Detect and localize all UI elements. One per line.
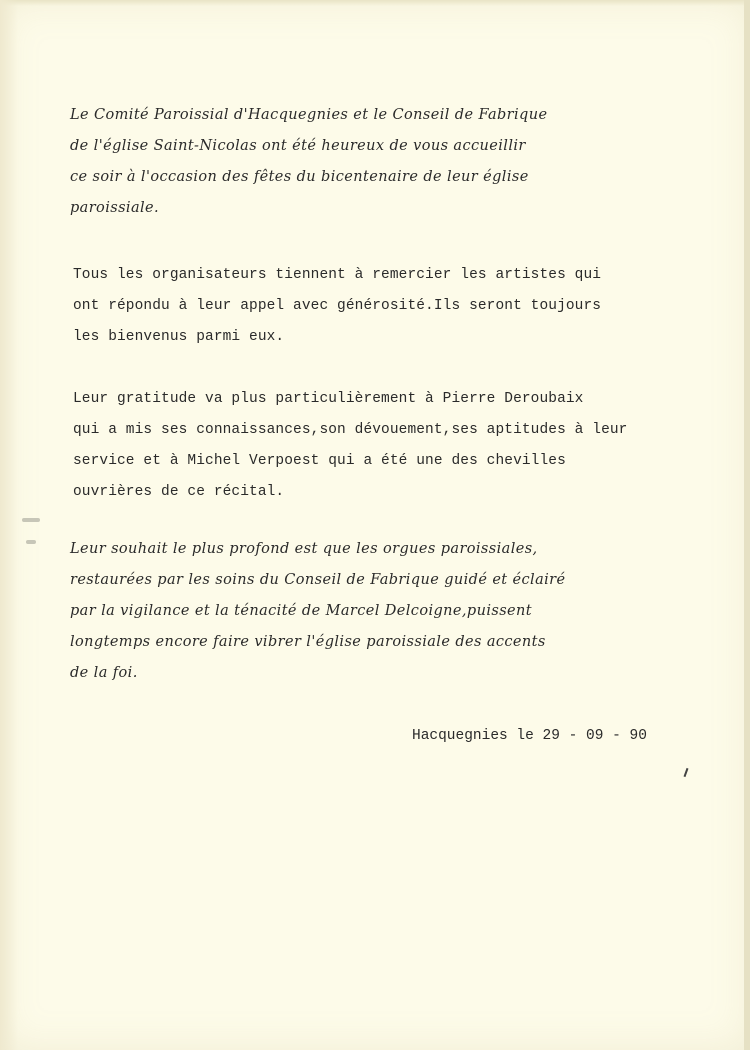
- paragraph-welcome: Le Comité Paroissial d'Hacquegnies et le Conseil de Fabrique de l'église Saint-Nicolas ont été heureux de vous accueillir ce soir à l'occasion des fêtes du bicentenaire de leur église paroissiale.: [70, 107, 548, 216]
- paper-right-edge: [744, 0, 750, 1050]
- place-date-signoff: Hacquegnies le 29 - 09 - 90: [412, 728, 647, 744]
- paper-left-edge: [0, 0, 18, 1050]
- ink-smudge-mark: [22, 518, 40, 522]
- paragraph-thanks-artists: Tous les organisateurs tiennent à remercier les artistes qui ont répondu à leur appel avec générosité.Ils seront toujours les bienvenus parmi eux.: [73, 267, 602, 345]
- paper-top-edge: [0, 0, 750, 6]
- paragraph-wish: Leur souhait le plus profond est que les orgues paroissiales, restaurées par les soins du Conseil de Fabrique guidé et éclairé par la vigilance et la ténacité de Marcel Delcoigne,puissent longtemps encore faire vibrer l'église paroissiale des accents de la foi.: [70, 541, 566, 681]
- ink-smudge-mark: [26, 540, 36, 544]
- pen-tick-mark: [684, 768, 689, 777]
- paragraph-gratitude: Leur gratitude va plus particulièrement à Pierre Deroubaix qui a mis ses connaissances,son dévouement,ses aptitudes à leur service et à Michel Verpoest qui a été une des chevilles ouvrières de ce récital.: [73, 391, 628, 500]
